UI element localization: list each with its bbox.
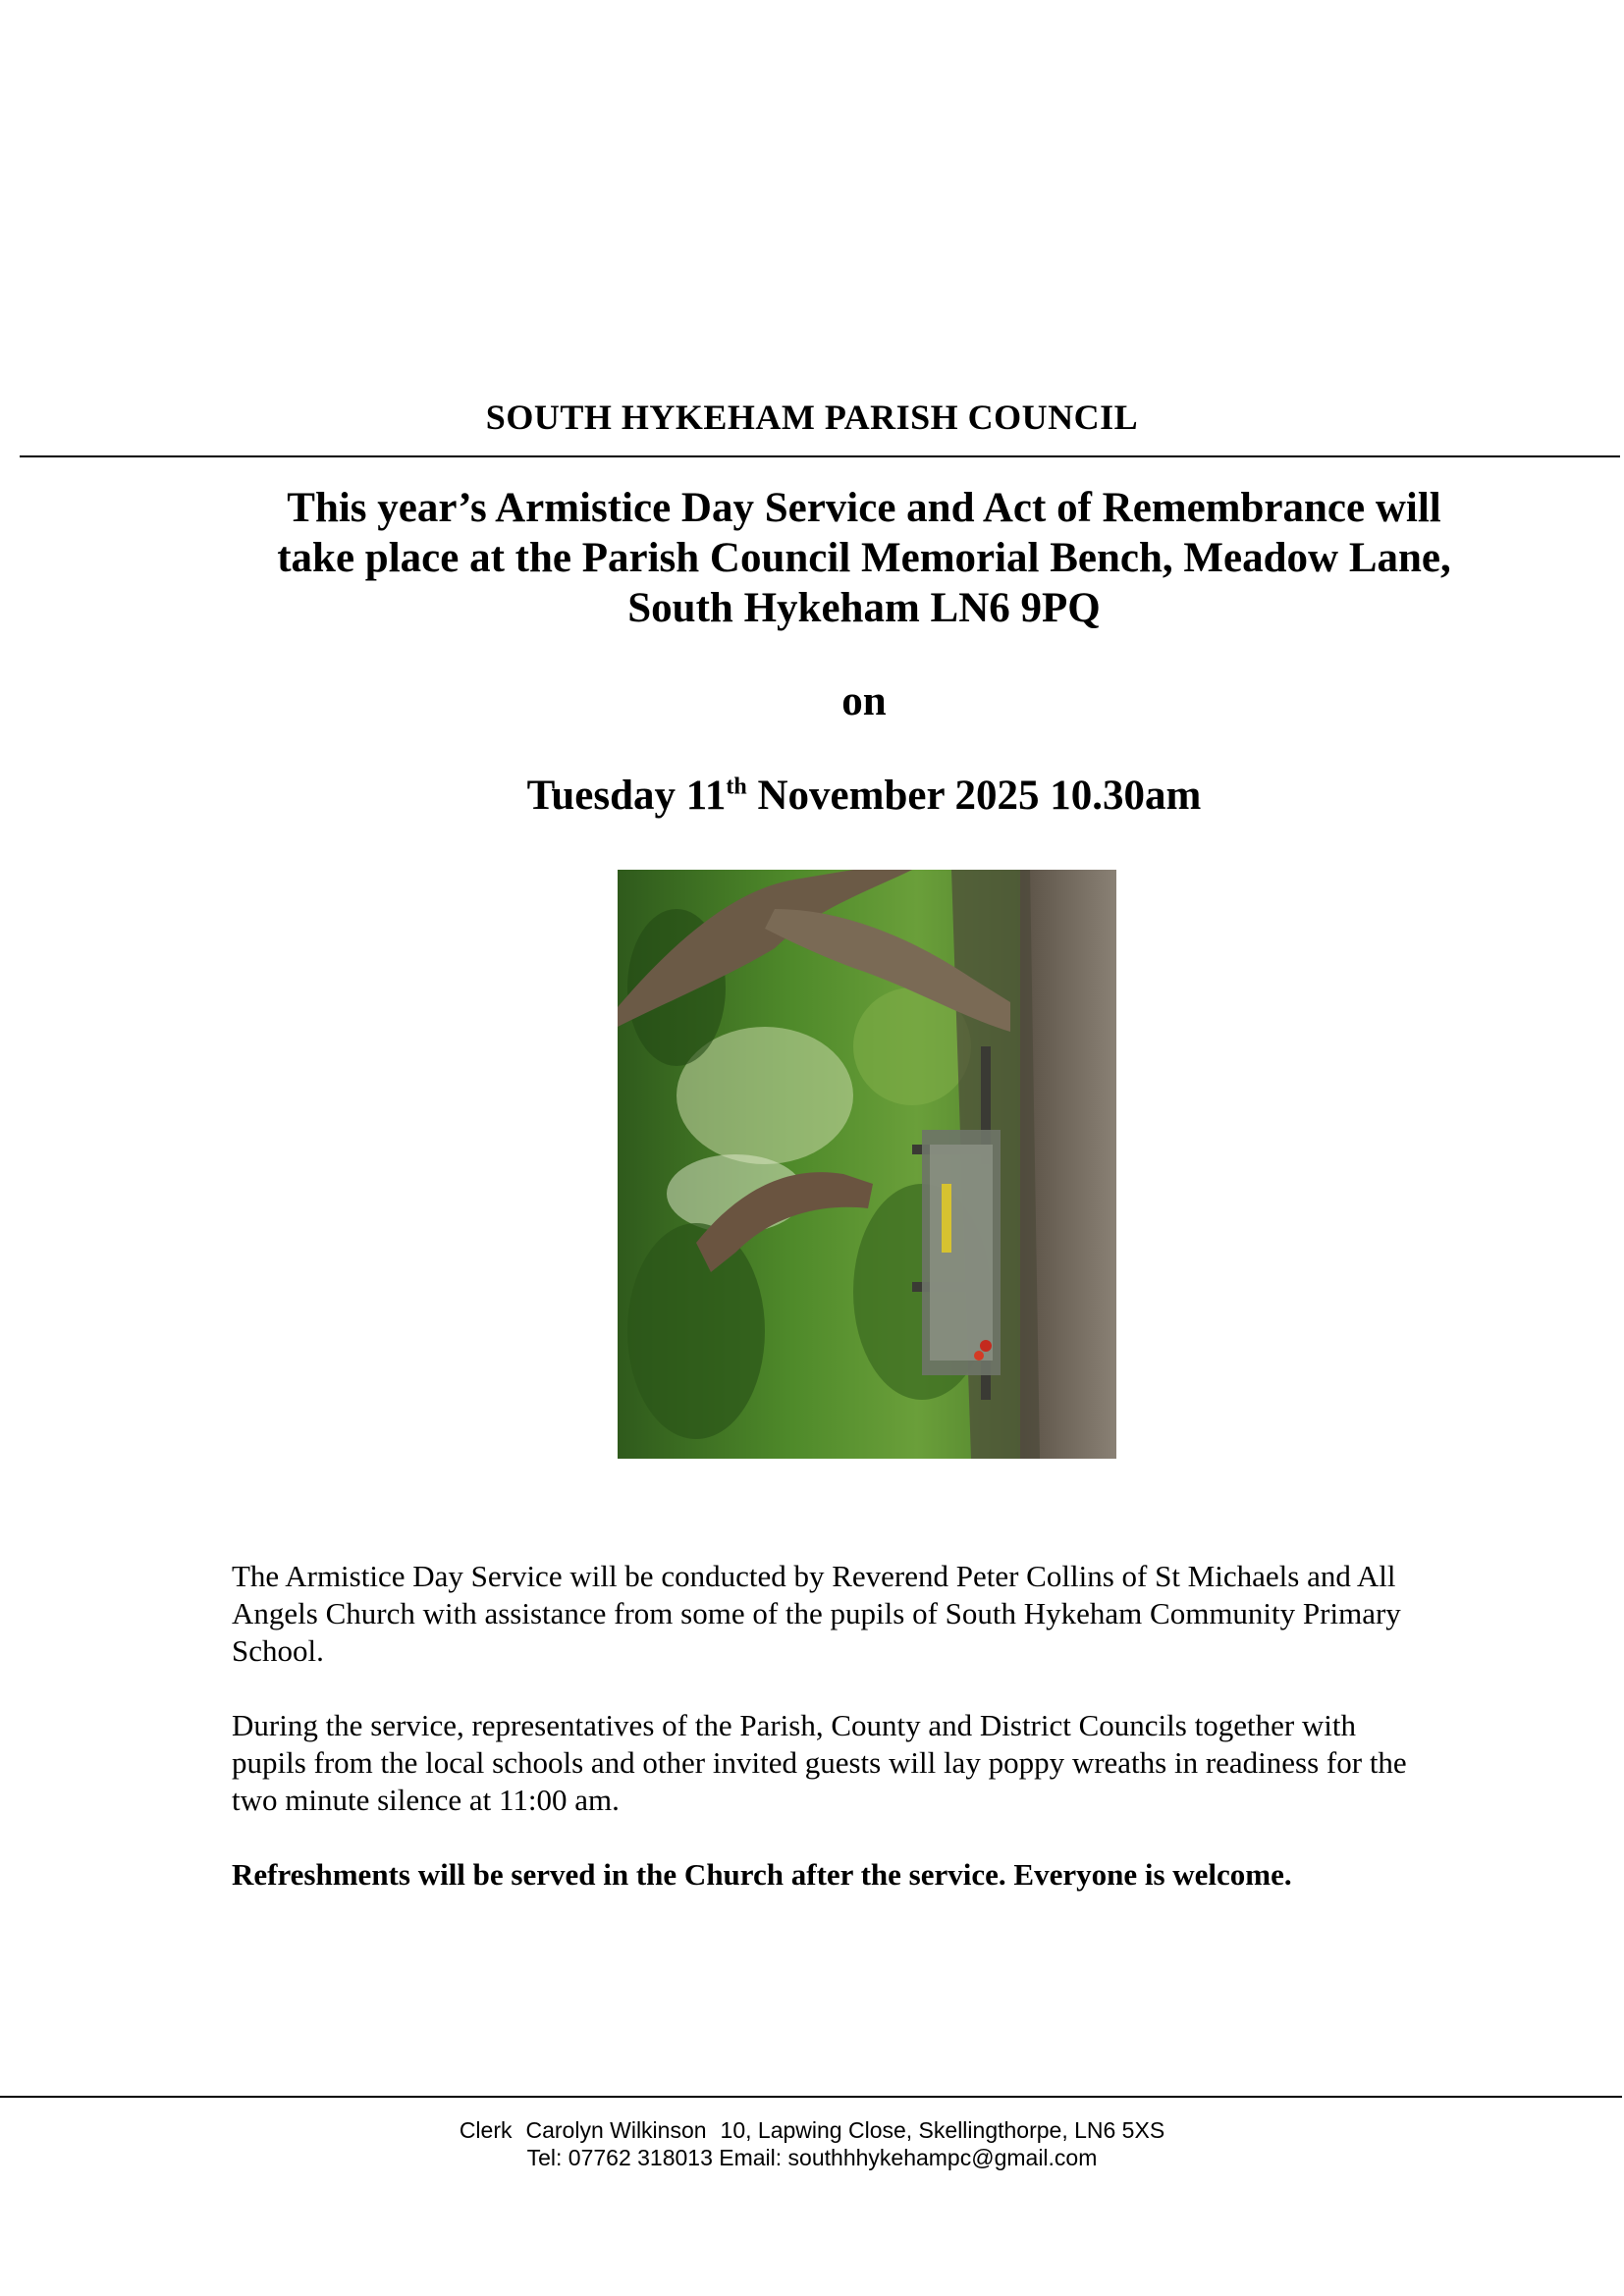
- wreath-paragraph-line-3: two minute silence at 11:00 am.: [232, 1783, 620, 1817]
- clerk-name: Carolyn Wilkinson: [525, 2117, 707, 2143]
- header-divider: [20, 455, 1620, 457]
- event-date-suffix: th: [726, 774, 747, 800]
- clerk-label: Clerk: [459, 2117, 513, 2143]
- footer: [0, 2116, 1624, 2171]
- memorial-bench-photo-icon: [618, 870, 1116, 1459]
- footer-clerk-line: [0, 2116, 1624, 2144]
- announcement-line-3: South Hykeham LN6 9PQ: [627, 585, 1101, 631]
- announcement-line-2: take place at the Parish Council Memorial Bench, Meadow Lane,: [277, 535, 1451, 581]
- wreath-paragraph-line-2: pupils from the local schools and other invited guests will lay poppy wreaths in readiness for the: [232, 1745, 1407, 1780]
- event-date: [137, 772, 1591, 820]
- service-paragraph-line-2: Angels Church with assistance from some of the pupils of South Hykeham Community Primary: [232, 1596, 1401, 1630]
- announcement-heading: [137, 483, 1591, 633]
- refreshments-paragraph: Refreshments will be served in the Church after the service. Everyone is welcome.: [232, 1857, 1292, 1892]
- footer-contact-line: Tel: 07762 318013 Email: southhhykehampc@gmail.com: [526, 2145, 1098, 2170]
- council-title: SOUTH HYKEHAM PARISH COUNCIL: [485, 398, 1139, 437]
- service-paragraph: [232, 1558, 1508, 1670]
- announcement-line-1: This year’s Armistice Day Service and Act of Remembrance will: [287, 485, 1441, 531]
- wreath-paragraph: [232, 1707, 1508, 1819]
- wreath-paragraph-line-1: During the service, representatives of the Parish, County and District Councils together with: [232, 1708, 1357, 1742]
- event-date-day: Tuesday 11: [526, 773, 727, 819]
- event-date-rest: November 2025 10.30am: [746, 773, 1202, 819]
- service-paragraph-line-3: School.: [232, 1633, 324, 1668]
- service-paragraph-line-1: The Armistice Day Service will be conducted by Reverend Peter Collins of St Michaels and All: [232, 1559, 1396, 1593]
- footer-divider: [0, 2096, 1622, 2098]
- on-word: on: [841, 678, 887, 724]
- memorial-bench-photo: [618, 870, 1116, 1459]
- clerk-address: 10, Lapwing Close, Skellingthorpe, LN6 5XS: [720, 2117, 1165, 2143]
